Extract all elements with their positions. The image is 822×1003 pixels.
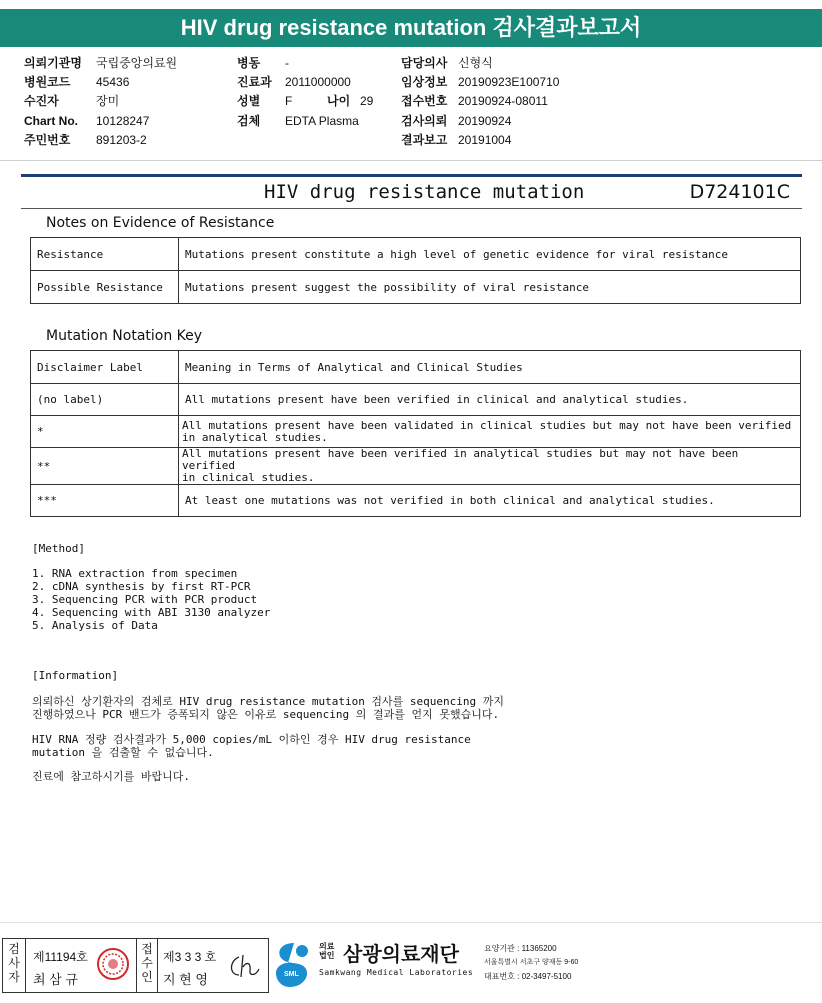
org-type-line1: 의료 [319,942,335,951]
table-header-row [31,351,801,384]
organization-phone: 대표번호 : 02-3497-5100 [484,972,572,981]
sml-logo [272,941,316,989]
meta-key: 병동 [237,56,261,70]
table-cell: Meaning in Terms of Analytical and Clinical Studies [179,351,801,384]
meta-value: 20190924-08011 [458,94,548,108]
meta-key: 검사의뢰 [401,114,448,128]
table-cell: Possible Resistance [31,271,179,304]
document-title: HIV drug resistance mutation [264,181,585,203]
organization-name: 삼광의료재단 [343,944,459,966]
meta-value: 20191004 [458,133,512,147]
meta-value: 45436 [96,75,130,89]
meta-key: 수진자 [24,94,59,108]
meta-column-2 [237,54,397,150]
table-row [31,384,801,416]
table-cell: Disclaimer Label [31,351,179,384]
meta-key: 결과보고 [401,133,448,147]
meta-value: F [285,94,293,108]
method-item: 2. cDNA synthesis by first RT-PCR [32,580,251,593]
organization-english-name: Samkwang Medical Laboratories [319,968,474,977]
meta-value: 20190924 [458,114,512,128]
meta-key: 의뢰기관명 [24,56,82,70]
divider [0,160,822,161]
table-cell: ** [31,448,179,485]
table-row [31,448,801,485]
table-row [31,485,801,517]
organization-address: 서울특별시 서초구 양재동 9-60 [484,959,579,966]
meta-value: 2011000000 [285,75,351,89]
tester-license-number: 제11194호 [33,950,88,964]
document-bottom-rule [21,208,802,209]
meta-key: Chart No. [24,114,78,128]
method-item: 4. Sequencing with ABI 3130 analyzer [32,606,271,619]
footer-divider [0,922,822,923]
information-title: [Information] [32,669,119,682]
table-cell: All mutations present have been validated in clinical studies but may not have been verified in analytical studies. [179,416,801,448]
table-cell: Mutations present constitute a high level of genetic evidence for viral resistance [179,238,801,271]
meta-key: 주민번호 [24,133,71,147]
key-table [30,350,801,517]
meta-key: 나이 [327,94,351,108]
tester-name: 최 삼 규 [33,972,78,987]
method-item: 3. Sequencing PCR with PCR product [32,593,258,606]
meta-value: 장미 [96,94,120,108]
table-cell: * [31,416,179,448]
information-paragraph: 의뢰하신 상기환자의 검체로 HIV drug resistance mutation 검사를 sequencing 까지 진행하였으나 PCR 밴드가 증폭되지 않은 이유로 sequencing 의 결과를 얻지 못했습니다. [32,695,505,721]
signature-box [2,938,269,993]
logo-text: SML [284,971,299,978]
method-item: 5. Analysis of Data [32,619,158,632]
table-cell: All mutations present have been verified in analytical studies but may not have been verified in clinical studies. [179,448,801,485]
table-cell: All mutations present have been verified in clinical and analytical studies. [179,384,801,416]
table-cell: Resistance [31,238,179,271]
table-row [31,271,801,304]
meta-column-1 [24,54,224,150]
table-cell: *** [31,485,179,517]
meta-key: 임상정보 [401,75,448,89]
information-paragraph: HIV RNA 정량 검사결과가 5,000 copies/mL 이하인 경우 HIV drug resistance mutation 을 검출할 수 없습니다. [32,733,471,759]
signature-mark [225,951,263,981]
meta-value: 국립중앙의료원 [96,56,178,70]
org-type-line2: 법인 [319,951,335,960]
method-title: [Method] [32,542,85,555]
receiver-name: 지 현 영 [163,972,208,987]
receiver-label-cell [136,939,158,992]
meta-value: - [285,56,289,70]
information-paragraph: 진료에 참고하시기를 바랍니다. [32,770,191,783]
method-item: 1. RNA extraction from specimen [32,567,238,580]
meta-value: 20190923E100710 [458,75,560,89]
meta-key: 진료과 [237,75,272,89]
institution-code: 요양기관 : 11365200 [484,944,557,953]
meta-value: 29 [360,94,374,108]
meta-value: 신형식 [458,56,493,70]
meta-key: 접수번호 [401,94,448,108]
meta-column-3 [401,54,601,150]
receiver-label: 접수인 [141,942,153,984]
table-cell: (no label) [31,384,179,416]
table-row [31,416,801,448]
org-type-label [319,942,334,960]
table-cell: Mutations present suggest the possibility of viral resistance [179,271,801,304]
meta-value: 891203-2 [96,133,147,147]
tester-label-cell [3,939,26,992]
tester-seal [96,947,130,981]
meta-value: EDTA Plasma [285,114,359,128]
document-code: D724101C [689,181,790,203]
table-cell: At least one mutations was not verified in both clinical and analytical studies. [179,485,801,517]
meta-value: 10128247 [96,114,150,128]
meta-key: 검체 [237,114,261,128]
meta-key: 담당의사 [401,56,448,70]
table-row [31,238,801,271]
key-title: Mutation Notation Key [46,328,203,344]
tester-label: 검사자 [8,942,20,984]
receiver-license-number: 제3 3 3 호 [163,950,217,964]
meta-key: 성별 [237,94,261,108]
notes-table [30,237,801,304]
document-top-rule [21,174,802,177]
report-title: HIV drug resistance mutation 검사결과보고서 [0,9,822,47]
meta-key: 병원코드 [24,75,71,89]
notes-title: Notes on Evidence of Resistance [46,215,275,231]
